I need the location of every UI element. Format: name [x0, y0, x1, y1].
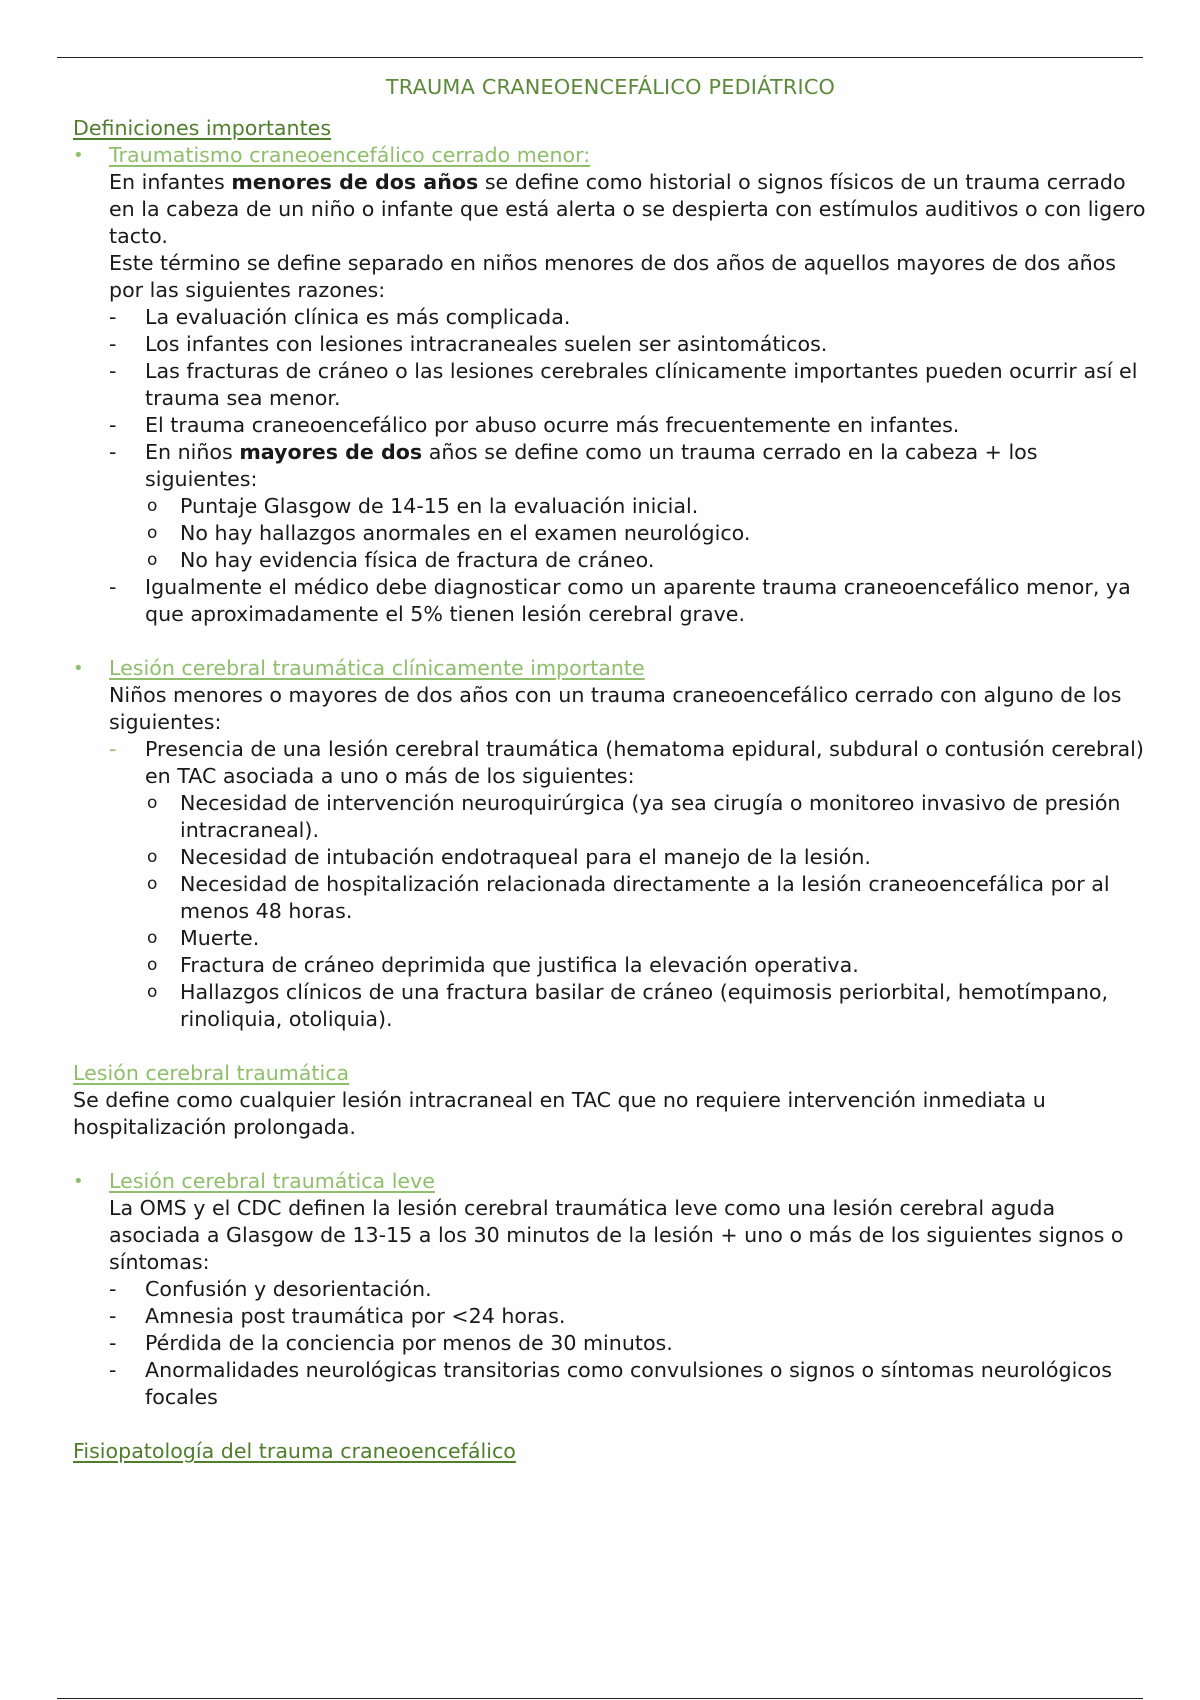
tccm-paragraph-1: En infantes menores de dos años se define como historial o signos físicos de un trauma cerrado en la cabeza de un niño o infante que está alerta o se despierta con estímulos auditivos o con ligero tacto.	[109, 170, 1146, 248]
lctl-text: La OMS y el CDC definen la lesión cerebral traumática leve como una lesión cerebral aguda asociada a Glasgow de 13-15 a los 30 minutos de la lesión + uno o más de los siguientes signos o síntomas:	[109, 1196, 1124, 1274]
list-item	[73, 142, 1148, 169]
page-title: TRAUMA CRANEOENCEFÁLICO PEDIÁTRICO	[385, 75, 836, 99]
list-item: o Necesidad de intervención neuroquirúrgica (ya sea cirugía o monitoreo invasivo de presión intracraneal).	[147, 791, 1121, 842]
list-item	[73, 655, 1148, 682]
bullet-icon: •	[73, 145, 84, 166]
lcti-heading: Lesión cerebral traumática clínicamente importante	[109, 656, 645, 680]
lct-heading: Lesión cerebral traumática	[73, 1061, 350, 1085]
list-item: - Anormalidades neurológicas transitorias como convulsiones o signos o síntomas neurológicos focales	[109, 1358, 1112, 1409]
list-item: - Presencia de una lesión cerebral traumática (hematoma epidural, subdural o contusión cerebral) en TAC asociada a uno o más de los siguientes:	[109, 737, 1144, 788]
list-item: - Confusión y desorientación.	[109, 1277, 432, 1301]
tccm-heading: Traumatismo craneoencefálico cerrado menor:	[109, 143, 591, 167]
list-item: - En niños mayores de dos años se define como un trauma cerrado en la cabeza + los siguientes:	[109, 440, 1038, 491]
list-item: - Las fracturas de cráneo o las lesiones cerebrales clínicamente importantes pueden ocurrir así el trauma sea menor.	[109, 359, 1138, 410]
lcti-intro: Niños menores o mayores de dos años con un trauma craneoencefálico cerrado con alguno de los siguientes:	[109, 683, 1122, 734]
list-item: o No hay hallazgos anormales en el examen neurológico.	[147, 521, 751, 545]
bullet-icon: •	[73, 1171, 84, 1192]
fisio-heading: Fisiopatología del trauma craneoencefálico	[73, 1439, 516, 1463]
lct-text: Se define como cualquier lesión intracraneal en TAC que no requiere intervención inmediata u hospitalización prolongada.	[73, 1088, 1046, 1139]
tccm-paragraph-2: Este término se define separado en niños menores de dos años de aquellos mayores de dos años por las siguientes razones:	[109, 251, 1116, 302]
list-item: o Necesidad de hospitalización relacionada directamente a la lesión craneoencefálica por al menos 48 horas.	[147, 872, 1110, 923]
list-item: - Amnesia post traumática por <24 horas.	[109, 1304, 566, 1328]
list-item: - Los infantes con lesiones intracraneales suelen ser asintomáticos.	[109, 332, 828, 356]
lctl-heading: Lesión cerebral traumática leve	[109, 1169, 435, 1193]
list-item: - El trauma craneoencefálico por abuso ocurre más frecuentemente en infantes.	[109, 413, 960, 437]
list-item: o Muerte.	[147, 926, 260, 950]
bullet-icon: •	[73, 658, 84, 679]
list-item: - Igualmente el médico debe diagnosticar como un aparente trauma craneoencefálico menor, ya que aproximadamente el 5% tienen lesión cerebral grave.	[109, 575, 1131, 626]
list-item: o Hallazgos clínicos de una fractura basilar de cráneo (equimosis periorbital, hemotímpano, rinoliquia, otoliquia).	[147, 980, 1109, 1031]
top-rule	[57, 57, 1143, 58]
list-item	[73, 1168, 1148, 1195]
bottom-rule	[57, 1698, 1143, 1699]
list-item: o Fractura de cráneo deprimida que justifica la elevación operativa.	[147, 953, 859, 977]
list-item: o Necesidad de intubación endotraqueal para el manejo de la lesión.	[147, 845, 871, 869]
list-item: o No hay evidencia física de fractura de cráneo.	[147, 548, 655, 572]
definitions-heading: Definiciones importantes	[73, 116, 332, 140]
document-page	[73, 68, 1148, 1465]
list-item: o Puntaje Glasgow de 14-15 en la evaluación inicial.	[147, 494, 699, 518]
list-item: - La evaluación clínica es más complicada.	[109, 305, 571, 329]
list-item: - Pérdida de la conciencia por menos de 30 minutos.	[109, 1331, 673, 1355]
